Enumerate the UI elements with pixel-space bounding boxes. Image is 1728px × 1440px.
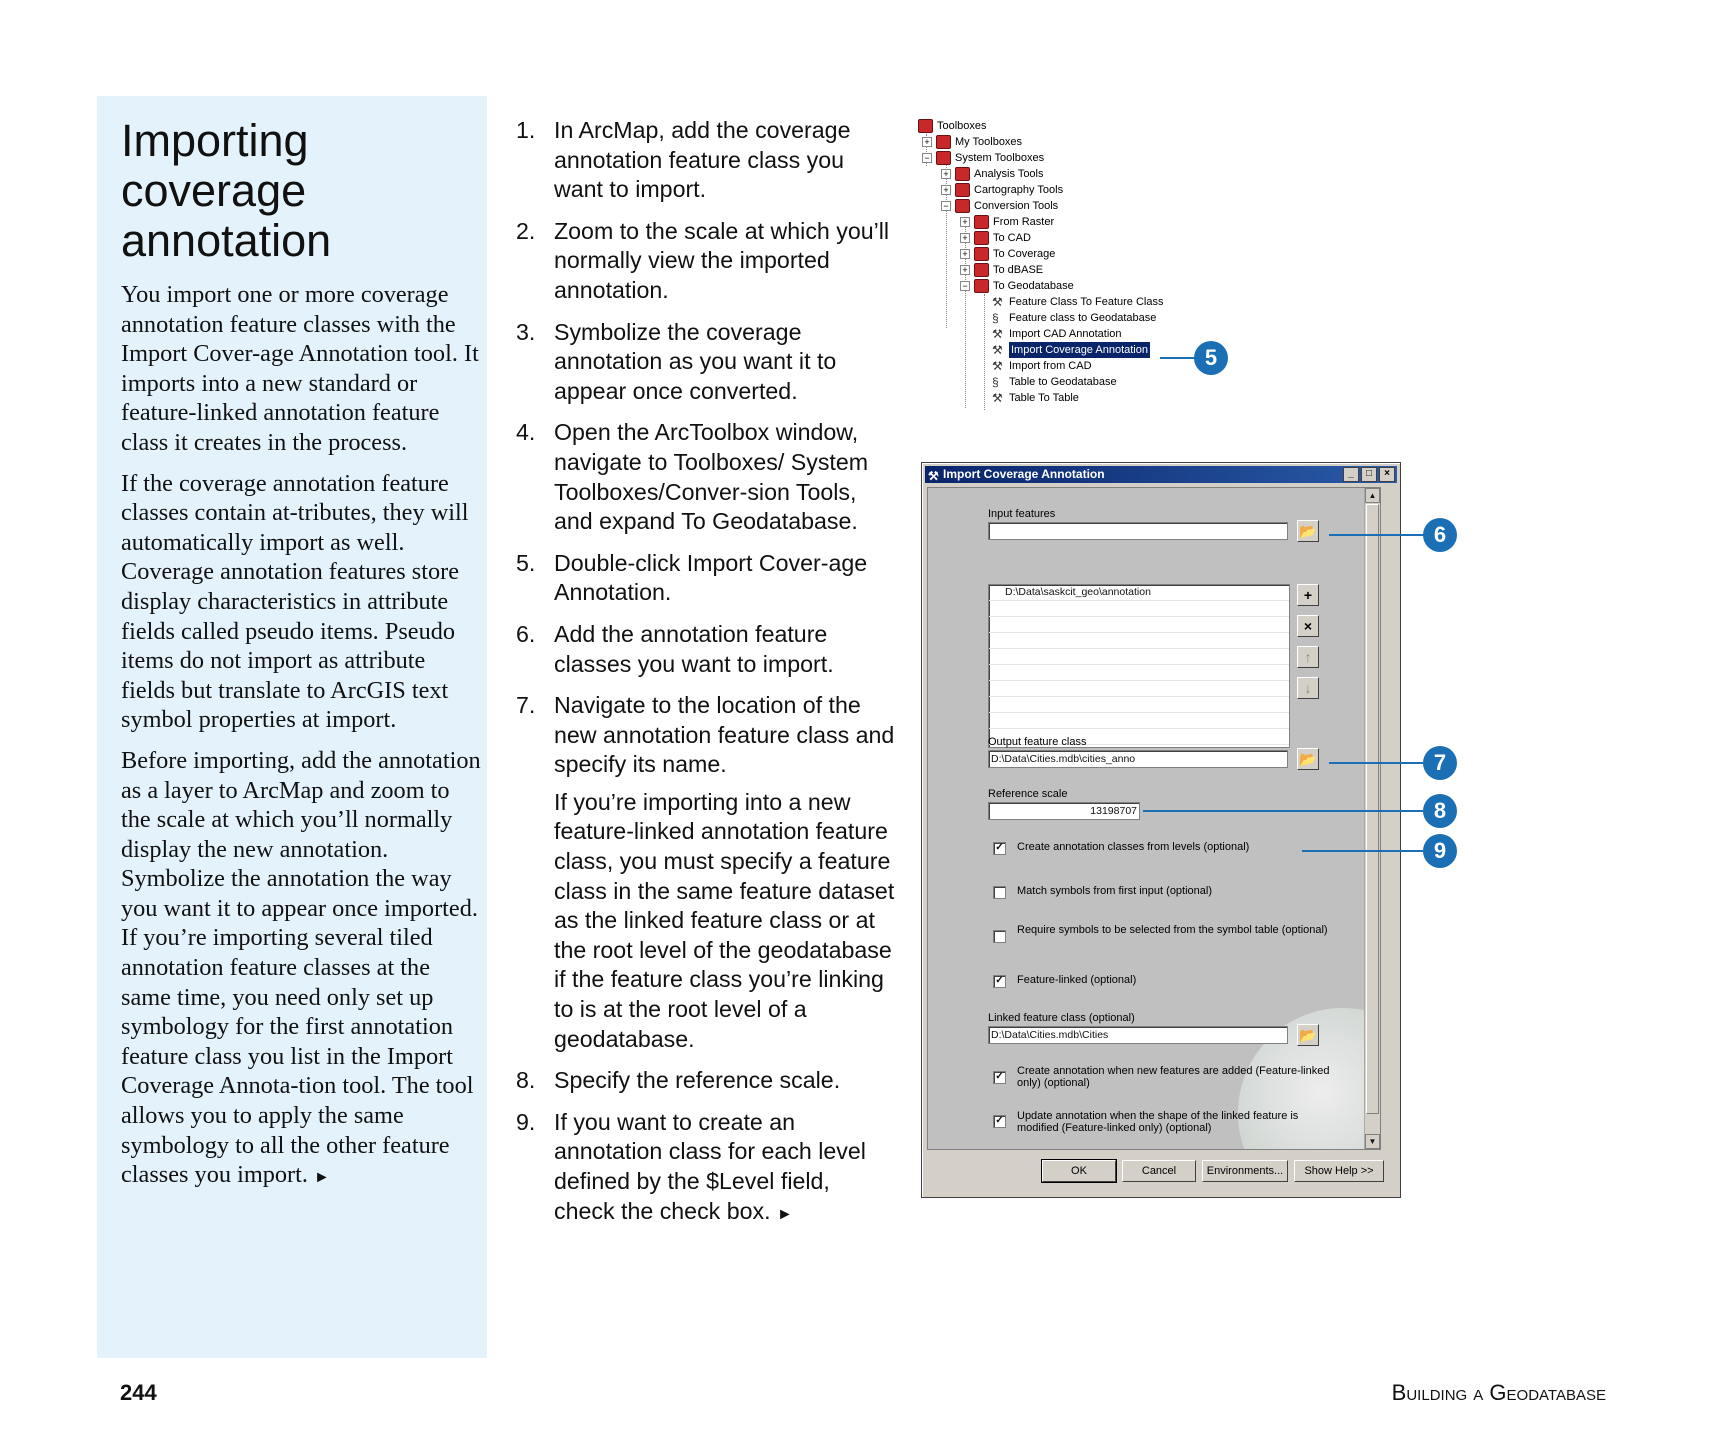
callout-leader-line [1329,534,1425,536]
tree-item-label: To Geodatabase [993,280,1074,292]
linked-feature-class-field[interactable]: D:\Data\Cities.mdb\Cities [988,1026,1288,1044]
feature-linked-checkbox[interactable]: ✓ [993,975,1006,988]
option-label: Create annotation when new features are added (Feature-linked only) (optional) [1017,1065,1330,1089]
expand-icon[interactable]: + [960,249,970,259]
callout-5: 5 [1194,341,1228,375]
step-2 [516,217,896,306]
sidebar-paragraph-text: Before importing, add the annotation as a layer to ArcMap and zoom to the scale at which you’ll normally display the new annotation. Symbolize the annotation the way you want it to appear once imported. If you’re importing several tiled annotation feature classes at the same time, you need only set up symbology for the first annotation feature class you list in the Import Coverage Annota-tion tool. The tool allows you to apply the same symbology to all the other feature classes you import. [121,746,481,1189]
list-item-empty [989,601,1289,617]
tree-item-tool[interactable] [992,310,1156,326]
step-number: 3. [516,318,536,345]
step-number: 8. [516,1067,536,1094]
toolbox-icon [955,199,970,213]
tree-item-my-toolboxes[interactable] [922,134,1022,150]
expand-icon[interactable]: + [941,169,951,179]
step-number: 4. [516,419,536,446]
tree-item-label: To CAD [993,232,1031,244]
maximize-button[interactable]: □ [1361,467,1377,482]
callout-leader-line [1160,357,1196,359]
step-7-note: If you’re importing into a new feature-linked annotation feature class, you must specify a feature class in the same feature dataset as the linked feature class or at the root level of the geodatabase if the feature class you’re linking to is at the root level of a geodatabase. [554,788,895,1052]
tree-item-label: Cartography Tools [974,184,1064,196]
option-label: Match symbols from first input (optional) [1017,885,1213,897]
step-text: Double-click Import Cover-age Annotation. [554,549,868,606]
step-4 [516,418,896,536]
step-3 [516,318,896,407]
output-feature-class-field[interactable]: D:\Data\Cities.mdb\cities_anno [988,750,1288,768]
toolset-icon [974,231,989,245]
list-item[interactable]: D:\Data\saskcit_geo\annotation [989,585,1289,601]
option-label: Update annotation when the shape of the linked feature is modified (Feature-linked only) (optional) [1017,1110,1299,1134]
cancel-button[interactable]: Cancel [1122,1160,1196,1182]
dialog-title: Import Coverage Annotation [943,467,1105,481]
tree-connector [984,294,985,410]
step-text: Add the annotation feature classes you want to import. [554,620,834,677]
list-item-empty [989,665,1289,681]
dialog-titlebar[interactable] [925,466,1397,483]
step-number: 7. [516,692,536,719]
tree-item-label: My Toolboxes [955,136,1023,148]
tree-item-system-toolboxes[interactable] [922,150,1044,166]
step-text: If you want to create an annotation class for each level defined by the $Level field, check the check box. [554,1108,866,1224]
tree-item-label: Table To Table [1009,392,1079,404]
step-1 [516,116,896,205]
close-button[interactable]: × [1379,467,1395,482]
tool-icon: ⚒ [992,391,1003,405]
list-item-empty [989,681,1289,697]
steps-list [516,116,896,1241]
page-title: Importing coverage annotation [121,115,332,266]
step-number: 2. [516,217,536,244]
step-number: 5. [516,549,536,576]
step-text: Navigate to the location of the new annotation feature class and specify its name. [554,692,895,778]
list-item-empty [989,713,1289,729]
expand-icon[interactable]: + [941,185,951,195]
update-annotation-checkbox[interactable]: ✓ [993,1115,1006,1128]
tree-item-analysis-tools[interactable] [941,166,1044,182]
create-classes-checkbox[interactable]: ✓ [993,842,1006,855]
list-item-empty [989,697,1289,713]
scroll-thumb[interactable] [1366,504,1379,1114]
tree-item-label: Feature class to Geodatabase [1009,312,1157,324]
show-help-button[interactable]: Show Help >> [1294,1160,1384,1182]
page-number: 244 [120,1380,157,1405]
sidebar-paragraph [121,746,481,1193]
step-6 [516,620,896,679]
toolbox-icon [955,183,970,197]
remove-icon[interactable]: × [1297,615,1319,637]
section-title: Building a Geodatabase [1391,1380,1606,1405]
tree-item-to-geodatabase[interactable] [960,278,1074,294]
callout-leader-line [1302,850,1425,852]
scroll-up-icon[interactable]: ▲ [1365,488,1380,503]
create-annotation-checkbox[interactable]: ✓ [993,1071,1006,1084]
option-label: Create annotation classes from levels (optional) [1017,841,1250,853]
expand-icon[interactable]: + [960,217,970,227]
tree-item-label: Conversion Tools [974,200,1059,212]
input-features-list[interactable] [988,584,1290,748]
toolset-icon [974,263,989,277]
tree-item-label: System Toolboxes [955,152,1045,164]
tree-item-tool[interactable] [992,390,1079,406]
list-item-empty [989,649,1289,665]
continue-arrow-icon: ► [314,1169,330,1187]
tree-item-label: From Raster [993,216,1055,228]
tree-item-tool[interactable] [992,358,1092,374]
tree-item-to-coverage[interactable] [960,246,1055,262]
tree-item-label: To dBASE [993,264,1044,276]
callout-leader-line [1329,762,1425,764]
callout-6: 6 [1423,518,1457,552]
tool-icon: ⚒ [992,359,1003,373]
tree-item-label: To Coverage [993,248,1056,260]
move-up-icon[interactable]: ↑ [1297,646,1319,668]
toolbox-icon [936,135,951,149]
ok-button[interactable]: OK [1042,1160,1116,1182]
vertical-scrollbar[interactable] [1364,488,1380,1149]
collapse-icon[interactable]: − [960,281,970,291]
reference-scale-field[interactable]: 13198707 [988,802,1140,820]
hammer-icon: ⚒ [928,469,939,483]
toolset-icon [974,247,989,261]
linked-feature-class-label: Linked feature class (optional) [988,1012,1135,1024]
sidebar-paragraph: If the coverage annotation feature classes contain at-tributes, they will automatically import as well. Coverage annotation features store display characteristics in attribute fields called pseudo items. Pseudo items do not import as attribute fields but translate to ArcGIS text symbol properties at import. [121,469,469,734]
tree-item-tool[interactable] [992,294,1163,310]
tree-item-conversion-tools[interactable] [941,198,1058,214]
tool-icon: ⚒ [992,343,1003,357]
step-number: 1. [516,117,536,143]
tree-item-label: Import from CAD [1009,360,1092,372]
collapse-icon[interactable]: − [941,201,951,211]
tree-item-label: Toolboxes [937,120,987,132]
tool-icon: ⚒ [992,295,1003,309]
step-number: 9. [516,1108,536,1135]
browse-folder-icon[interactable]: 📂 [1297,520,1319,542]
step-5 [516,549,896,608]
move-down-icon[interactable]: ↓ [1297,677,1319,699]
tree-item-label: Analysis Tools [974,168,1044,180]
collapse-icon[interactable]: − [922,153,932,163]
step-8 [516,1066,896,1096]
step-text: Zoom to the scale at which you’ll normally view the imported annotation. [554,217,890,303]
callout-7: 7 [1423,746,1457,780]
option-label: Require symbols to be selected from the symbol table (optional) [1017,924,1328,936]
tree-item-label: Feature Class To Feature Class [1009,296,1164,308]
tree-item-import-coverage-annotation[interactable] [992,342,1150,358]
window-controls [1341,467,1395,482]
sidebar-body [121,280,481,1204]
callout-leader-line [1143,810,1425,812]
list-item-empty [989,617,1289,633]
expand-icon[interactable]: + [960,265,970,275]
tree-item-tool[interactable] [992,326,1122,342]
step-7 [516,691,896,780]
script-icon: § [992,311,999,325]
import-coverage-annotation-dialog [921,462,1401,1198]
toolbox-icon [955,167,970,181]
tree-item-label: Import CAD Annotation [1009,328,1122,340]
toolbox-icon [918,119,933,133]
match-symbols-checkbox[interactable] [993,886,1006,899]
reference-scale-label: Reference scale [988,788,1068,800]
tree-item-toolboxes[interactable] [918,118,987,134]
output-feature-class-label: Output feature class [988,736,1087,748]
step-9 [516,1108,896,1229]
callout-8: 8 [1423,794,1457,828]
toolset-icon [974,279,989,293]
continue-arrow-icon: ► [777,1205,793,1223]
step-text: Open the ArcToolbox window, navigate to Toolboxes/ System Toolboxes/Conver-sion Tools, and expand To Geodatabase. [554,419,869,535]
sidebar-paragraph: You import one or more coverage annotation feature classes with the Import Cover-age Annotation tool. It imports into a new standard or feature-linked annotation feature class it creates in the process. [121,281,479,456]
step-text: Specify the reference scale. [554,1067,841,1094]
input-features-field[interactable] [988,522,1288,540]
browse-folder-icon[interactable]: 📂 [1297,748,1319,770]
toolbox-icon [936,151,951,165]
list-item-empty [989,633,1289,649]
script-icon: § [992,375,999,389]
environments-button[interactable]: Environments... [1202,1160,1288,1182]
step-number: 6. [516,620,536,647]
minimize-button[interactable]: _ [1343,467,1359,482]
tree-item-label-selected: Import Coverage Annotation [1011,344,1148,356]
callout-9: 9 [1423,834,1457,868]
dialog-content [927,487,1381,1150]
step-text: In ArcMap, add the coverage annotation feature class you want to import. [554,117,851,203]
tree-item-from-raster[interactable] [960,214,1054,230]
tree-item-to-dbase[interactable] [960,262,1043,278]
intro-sidebar [97,96,487,1358]
expand-icon[interactable]: + [960,233,970,243]
expand-icon[interactable]: + [922,137,932,147]
tool-icon: ⚒ [992,327,1003,341]
option-label: Feature-linked (optional) [1017,974,1137,986]
step-text: Symbolize the coverage annotation as you want it to appear once converted. [554,318,837,404]
require-symbols-checkbox[interactable] [993,930,1006,943]
tree-item-label: Table to Geodatabase [1009,376,1117,388]
tree-item-to-cad[interactable] [960,230,1031,246]
toolset-icon [974,215,989,229]
scroll-down-icon[interactable]: ▼ [1365,1134,1380,1149]
browse-folder-icon[interactable]: 📂 [1297,1024,1319,1046]
tree-item-tool[interactable] [992,374,1117,390]
add-icon[interactable]: + [1297,584,1319,606]
input-features-label: Input features [988,508,1056,520]
tree-item-cartography-tools[interactable] [941,182,1063,198]
